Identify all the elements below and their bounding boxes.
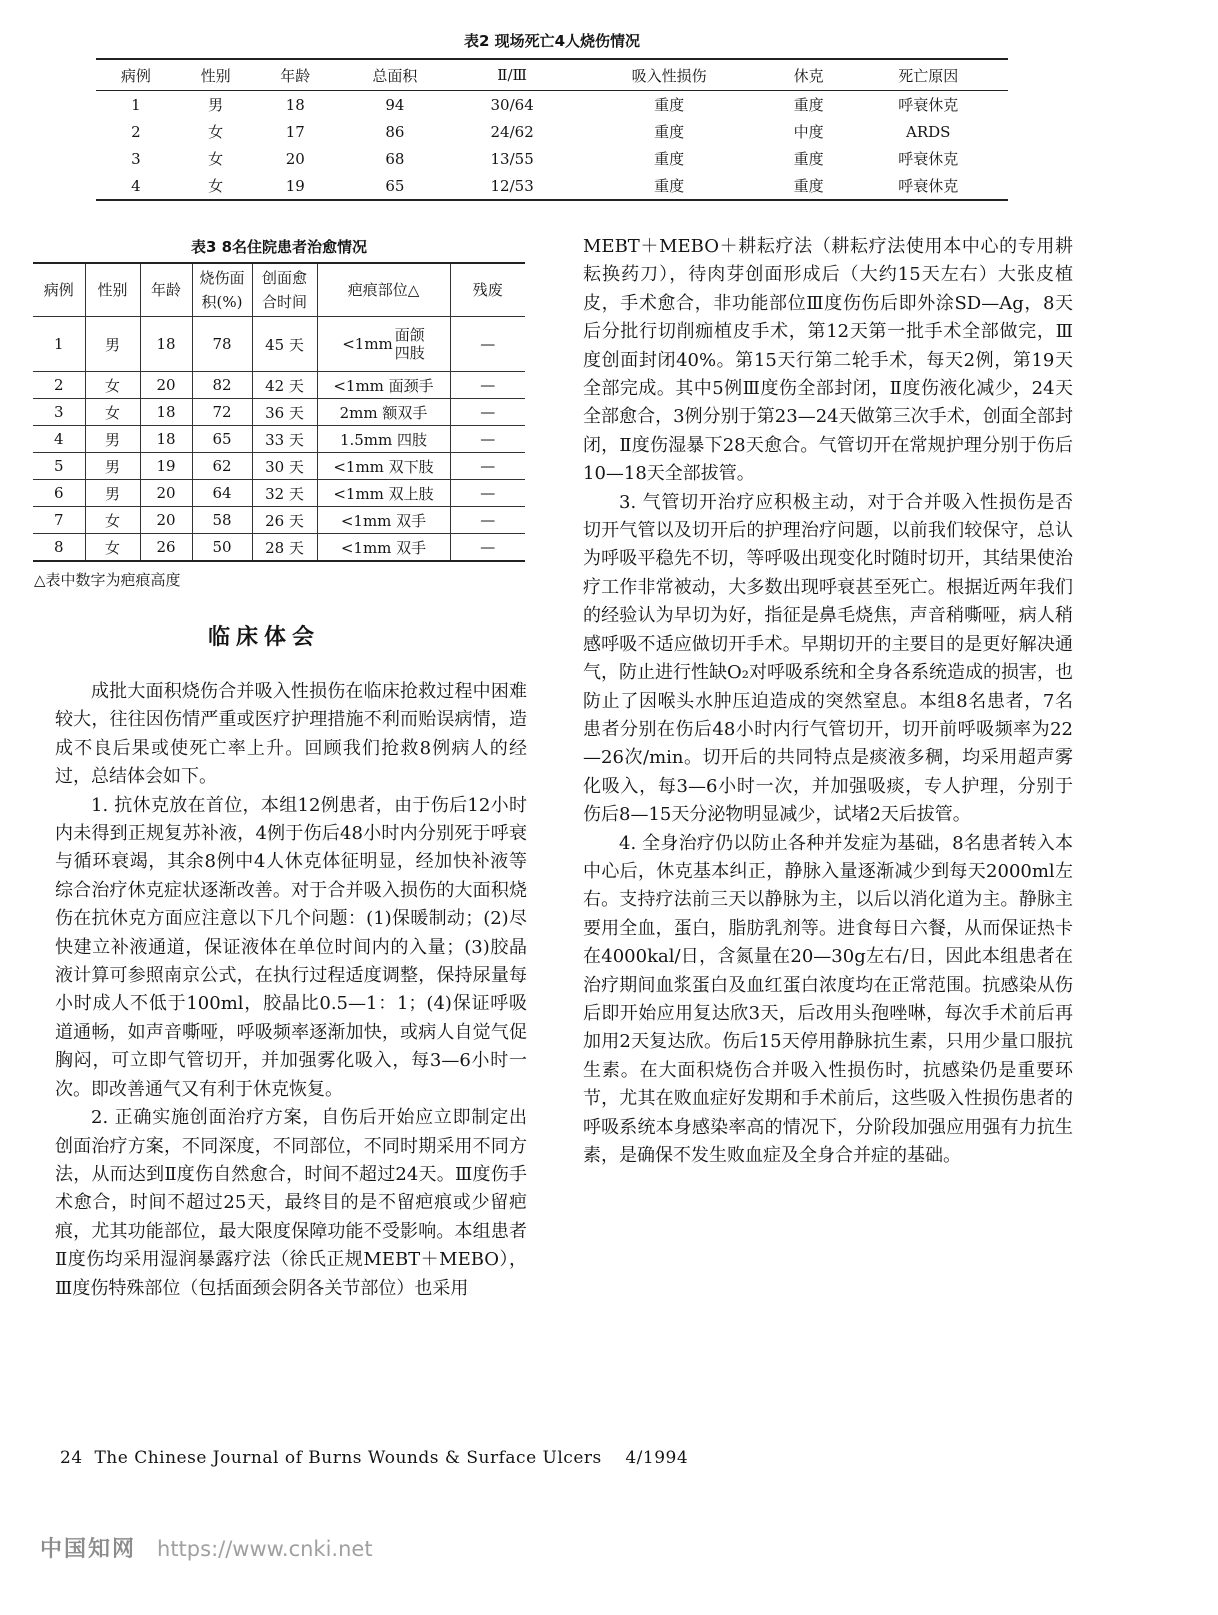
table-cell: <1mm 面颈手	[317, 372, 450, 399]
table-cell: 女	[85, 372, 140, 399]
table-row	[96, 172, 1008, 200]
paragraph: 4. 全身治疗仍以防止各种并发症为基础，8名患者转入本中心后，休克基本纠正，静脉入量逐渐减少到每天2000ml左右。支持疗法前三天以静脉为主，以后以消化道为主。静脉主要用全血，蛋白，脂肪乳剂等。进食每日六餐，从而保证热卡在4000kal/日，含氮量在20—30g左右/日，因此本组患者在治疗期间血浆蛋白及血红蛋白浓度均在正常范围。抗感染从伤后即开始应用复达欣3天，后改用头孢唑啉，每次手术前后再加用2天复达欣。伤后15天停用静脉抗生素，只用少量口服抗生素。在大面积烧伤合并吸入性损伤时，抗感染仍是重要环节，尤其在败血症好发期和手术前后，这些吸入性损伤患者的呼吸系统本身感染率高的情况下，分阶段加强应用强有力抗生素，是确保不发生败血症及全身合并症的基础。	[583, 832, 1073, 1166]
table-row	[33, 399, 525, 426]
watermark	[40, 1532, 373, 1563]
right-column	[583, 233, 1073, 1170]
table-cell: 24/62	[490, 122, 534, 141]
table-cell: 18	[140, 317, 192, 372]
table-cell: —	[450, 453, 525, 480]
table2-header-cell: 年龄	[255, 59, 335, 91]
table-cell: 6	[33, 480, 85, 507]
table-cell: 1.5mm 四肢	[317, 426, 450, 453]
table-cell: 重度	[793, 150, 824, 168]
table2-header-cell: 病例	[96, 59, 176, 91]
table-cell: 18	[285, 95, 305, 114]
table-cell: 2mm 额双手	[317, 399, 450, 426]
table-cell: 20	[140, 372, 192, 399]
table2-header-cell: 总面积	[335, 59, 455, 91]
table-cell: 女	[85, 399, 140, 426]
scar-height: <1mm	[342, 335, 393, 353]
left-column	[55, 678, 527, 1303]
table-cell: 58	[192, 507, 252, 534]
table-cell: 2	[131, 122, 141, 141]
table-cell: 42 天	[252, 372, 317, 399]
table3-header-cell: 性别	[85, 263, 140, 317]
table3-header-cell: 病例	[33, 263, 85, 317]
table-cell	[317, 317, 450, 372]
table-cell: 男	[85, 317, 140, 372]
table-cell: —	[450, 507, 525, 534]
table-cell: 12/53	[490, 176, 534, 195]
table3-header-cell: 烧伤面 积(%)	[192, 263, 252, 317]
table-cell: <1mm 双手	[317, 534, 450, 562]
table3-header-cell: 疤痕部位△	[317, 263, 450, 317]
table-row	[96, 91, 1008, 119]
table3-header-cell: 年龄	[140, 263, 192, 317]
table-cell: —	[450, 480, 525, 507]
table-row	[33, 426, 525, 453]
table-row	[33, 480, 525, 507]
table-cell: 64	[192, 480, 252, 507]
table2-caption: 表2 现场死亡4人烧伤情况	[463, 32, 641, 50]
table-cell: 62	[192, 453, 252, 480]
table-cell: 男	[85, 480, 140, 507]
table-cell: —	[450, 534, 525, 562]
table-cell: 女	[85, 507, 140, 534]
table-cell: —	[450, 317, 525, 372]
table-cell: 19	[285, 176, 305, 195]
table-cell: 男	[85, 453, 140, 480]
table-cell: 20	[285, 149, 305, 168]
table-cell: —	[450, 372, 525, 399]
table-cell: 2	[33, 372, 85, 399]
table-cell: 94	[385, 95, 405, 114]
table-cell: 20	[140, 507, 192, 534]
paragraph: 1. 抗休克放在首位，本组12例患者，由于伤后12小时内未得到正规复苏补液，4例于伤后48小时内分别死于呼衰与循环衰竭，其余8例中4人休克体征明显，经加快补液等综合治疗休克症状逐渐改善。对于合并吸入损伤的大面积烧伤在抗休克方面应注意以下几个问题：(1)保暖制动；(2)尽快建立补液通道，保证液体在单位时间内的入量；(3)胶晶液计算可参照南京公式，在执行过程适度调整，保持尿量每小时成人不低于100ml，胶晶比0.5—1：1；(4)保证呼吸道通畅，如声音嘶哑，呼吸频率逐渐加快，或病人自觉气促胸闷，可立即气管切开，并加强雾化吸入，每3—6小时一次。即改善通气又有利于休克恢复。	[55, 794, 527, 1100]
table-cell: 18	[140, 426, 192, 453]
table-cell: 28 天	[252, 534, 317, 562]
table-cell: 19	[140, 453, 192, 480]
table-row	[33, 317, 525, 372]
table-row	[33, 372, 525, 399]
paragraph: 3. 气管切开治疗应积极主动，对于合并吸入性损伤是否切开气管以及切开后的护理治疗问题，以前我们较保守，总认为呼吸平稳先不切，等呼吸出现变化时随时切开，其结果使治疗工作非常被动，大多数出现呼衰甚至死亡。根据近两年我们的经验认为早切为好，指征是鼻毛烧焦，声音稍嘶哑，病人稍感呼吸不适应做切开手术。早期切开的主要目的是更好解决通气，防止进行性缺O₂对呼吸系统和全身各系统造成的损害，也防止了因喉头水肿压迫造成的突然窒息。本组8名患者，7名患者分别在伤后48小时内行气管切开，切开前呼吸频率为22—26次/min。切开后的共同特点是痰液多稠，均采用超声雾化吸入，每3—6小时一次，并加强吸痰，专人护理，分别于伤后8—15天分泌物明显减少，试堵2天后拔管。	[583, 491, 1073, 826]
table-cell: —	[450, 426, 525, 453]
table-cell: 30/64	[490, 95, 534, 114]
scar-site: 面颌	[394, 326, 425, 344]
table3-header-row	[33, 263, 525, 317]
table-cell: 1	[131, 95, 141, 114]
table-cell: 86	[385, 122, 405, 141]
table-cell: 32 天	[252, 480, 317, 507]
table-cell: 18	[140, 399, 192, 426]
page-footer: 24 The Chinese Journal of Burns Wounds & Surface Ulcers 4/1994	[60, 1448, 689, 1468]
table-cell: 呼衰休克	[898, 150, 959, 168]
table2	[96, 58, 1008, 201]
table-cell: 20	[140, 480, 192, 507]
table3	[33, 262, 525, 562]
table-cell: 女	[208, 150, 224, 168]
table-cell: 36 天	[252, 399, 317, 426]
table-cell: 65	[192, 426, 252, 453]
table-cell: 中度	[793, 123, 824, 141]
table-cell: 男	[208, 96, 224, 114]
paragraph: 成批大面积烧伤合并吸入性损伤在临床抢救过程中困难较大，往往因伤情严重或医疗护理措施不利而贻误病情，造成不良后果或使死亡率上升。回顾我们抢救8例病人的经过，总结体会如下。	[55, 681, 527, 788]
table-cell: 65	[385, 176, 405, 195]
table-cell: 26 天	[252, 507, 317, 534]
table2-header-cell: 休克	[769, 59, 849, 91]
table-cell: ARDS	[906, 122, 951, 141]
table2-header-cell: 吸入性损伤	[570, 59, 769, 91]
table-cell: 72	[192, 399, 252, 426]
table-cell: 3	[33, 399, 85, 426]
table-cell: 女	[208, 123, 224, 141]
table-cell: 26	[140, 534, 192, 562]
table-cell: 重度	[654, 150, 685, 168]
table-cell: 4	[131, 176, 141, 195]
paragraph: 2. 正确实施创面治疗方案，自伤后开始应立即制定出创面治疗方案，不同深度，不同部位，不同时期采用不同方法，从而达到Ⅱ度伤自然愈合，时间不超过24天。Ⅲ度伤手术愈合，时间不超过25天，最终目的是不留疤痕或少留疤痕，尤其功能部位，最大限度保障功能不受影响。本组患者Ⅱ度伤均采用湿润暴露疗法（徐氏正规MEBT＋MEBO），Ⅲ度伤特殊部位（包括面颈会阴各关节部位）也采用	[55, 1107, 527, 1299]
table2-header-cell: Ⅱ/Ⅲ	[455, 59, 570, 91]
table-row	[33, 534, 525, 562]
table2-header-cell: 性别	[176, 59, 256, 91]
table-cell: —	[450, 399, 525, 426]
table-cell: <1mm 双下肢	[317, 453, 450, 480]
watermark-url: https://www.cnki.net	[157, 1537, 373, 1561]
table-cell: 8	[33, 534, 85, 562]
table-cell: 7	[33, 507, 85, 534]
table3-footnote: △表中数字为疤痕高度	[34, 571, 181, 589]
table-cell: 重度	[654, 123, 685, 141]
table-cell: 重度	[793, 177, 824, 195]
table3-header-cell: 创面愈 合时间	[252, 263, 317, 317]
table-row	[96, 118, 1008, 145]
table-cell: 重度	[654, 96, 685, 114]
table-row	[96, 145, 1008, 172]
table-cell: 30 天	[252, 453, 317, 480]
table-cell: 呼衰休克	[898, 177, 959, 195]
table-cell: 1	[33, 317, 85, 372]
table-cell: 3	[131, 149, 141, 168]
table-cell: 13/55	[490, 149, 534, 168]
table-cell: 男	[85, 426, 140, 453]
table-cell: 45 天	[252, 317, 317, 372]
paragraph: MEBT＋MEBO＋耕耘疗法（耕耘疗法使用本中心的专用耕耘换药刀），待肉芽创面形成后（大约15天左右）大张皮植皮，手术愈合，非功能部位Ⅲ度伤伤后即外涂SD—Ag，8天后分批行切削痂植皮手术，第12天第一批手术全部做完，Ⅲ度创面封闭40%。第15天行第二轮手术，每天2例，第19天全部完成。其中5例Ⅲ度伤全部封闭，Ⅱ度伤液化减少，24天全部愈合，3例分别于第23—24天做第三次手术，创面全部封闭，Ⅱ度伤湿暴下28天愈合。气管切开在常规护理分别于伤后10—18天全部拔管。	[583, 236, 1073, 485]
table-cell: 女	[85, 534, 140, 562]
table-cell: 82	[192, 372, 252, 399]
table2-header-cell: 死亡原因	[849, 59, 1008, 91]
table-cell: 5	[33, 453, 85, 480]
table-cell: 呼衰休克	[898, 96, 959, 114]
table-cell: 重度	[793, 96, 824, 114]
scar-site: 四肢	[394, 344, 425, 362]
table3-header-cell: 残废	[450, 263, 525, 317]
section-heading: 临床体会	[208, 625, 321, 650]
table-cell: 33 天	[252, 426, 317, 453]
table-row	[33, 453, 525, 480]
table3-caption: 表3 8名住院患者治愈情况	[190, 238, 368, 256]
table-cell: 重度	[654, 177, 685, 195]
table-cell: 68	[385, 149, 405, 168]
table-cell: 50	[192, 534, 252, 562]
table-row	[33, 507, 525, 534]
table-cell: <1mm 双手	[317, 507, 450, 534]
table-cell: 78	[192, 317, 252, 372]
table-cell: 4	[33, 426, 85, 453]
table-cell: 女	[208, 177, 224, 195]
table-cell: <1mm 双上肢	[317, 480, 450, 507]
table2-header-row	[96, 59, 1008, 91]
watermark-brand: 中国知网	[40, 1537, 137, 1562]
table-cell: 17	[285, 122, 305, 141]
